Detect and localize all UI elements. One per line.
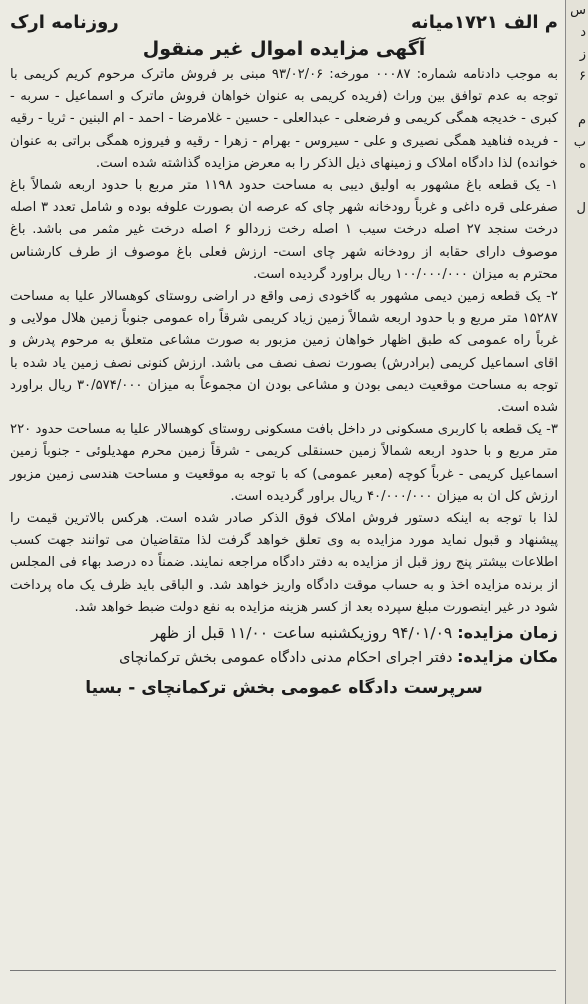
auction-place-value: دفتر اجرای احکام مدنی دادگاه عمومی بخش ترکمانچای [119, 650, 453, 667]
strip-char [566, 176, 588, 198]
notice-body [10, 64, 558, 619]
property-item: ۳- یک قطعه با کاربری مسکونی در داخل بافت مسکونی روستای کوهسالار علیا به مساحت حدود ۲۲۰ متر مربع و با حدود اربعه شمالاً زمین حسنقلی کریمی - شرقاً زمین محرم مهدیلوئی - جنوباً زمین اسماعیل کریمی - غرباً کوچه (معبر عمومی) که با توجه به موقعیت و مساحت هندسی زمین مزبور ارزش کل ان به میزان ۴۰/۰۰۰/۰۰۰ ریال براور گردیده است. [10, 422, 558, 504]
property-item: ۱- یک قطعه باغ مشهور به اولیق دیبی به مساحت حدود ۱۱۹۸ متر مربع با حدود اربعه شمالاً باغ صفرعلی قره داغی و غرباً رودخانه شهر چای که عرصه ان بصورت علوفه بوده و شامل تعدد ۳ اصله درخت سنجد ۲۷ اصله درخت سیب ۱ اصله رخت زردالو ۶ اصله درخت غیر مثمر می باشد. باغ موصوف دارای حقابه از رودخانه شهر چای است- ارزش فعلی باغ موصوف از طرف کارشناس محترم به میزان ۱۰۰/۰۰۰/۰۰۰ ریال براورد گردیده است. [10, 178, 559, 282]
strip-char: س [570, 3, 586, 18]
strip-char: ل [576, 201, 586, 216]
strip-char: ه [579, 157, 586, 172]
newspaper-name: روزنامه ارک [10, 11, 119, 33]
intro-paragraph: به موجب دادنامه شماره: ۰۰۰۸۷ مورخه: ۹۳/۰۲/۰۶ مبنی بر فروش ماترک مرحوم کریم کریمی با توجه به عدم توافق بین وراث (فریده کریمی به عنوان خواهان فروش ماترک و اسماعیل - سربه - کبری - خدیجه همگی کریمی و فرضعلی - عبدالعلی - حسین - غلامرضا - احمد - ام البنین - ثریا - رقیه - فریده فناهید همگی نصیری و علی - سیروس - بهرام - زهرا - رقیه و فیروزه همگی براتی به عنوان خوانده) لذا دادگاه املاک و زمینهای ذیل الذکر را به معرض مزایده گذاشته شده است. [10, 67, 558, 171]
closing-paragraph: لذا با توجه به اینکه دستور فروش املاک فوق الذکر صادر شده است. هرکس بالاترین قیمت را پیشنهاد و قبول نماید مورد مزایده به وی تعلق خواهد گرفت لذا متقاضیان می توانند جهت کسب اطلاعات بیشتر پنج روز قبل از مزایده به دفتر دادگاه مراجعه نمایند. ضمناً ده درصد بهاء فی المجلس از برنده مزایده اخذ و به حساب موقت دادگاه واریز خواهد شد. و الباقی باید ظرف یک ماه پرداخت شود در غیر اینصورت مبلغ سپرده بعد از کسر هزینه مزایده به نفع دولت ضبط خواهد شد. [10, 511, 558, 615]
issue-number: م الف ۱۷۲۱میانه [411, 11, 558, 33]
strip-char: م [577, 113, 586, 128]
strip-char: ب [573, 135, 586, 150]
signature: سرپرست دادگاه عمومی بخش ترکمانچای - بسیا [85, 678, 483, 699]
auction-notice [10, 8, 558, 974]
strip-char: ز [579, 47, 586, 62]
strip-char [566, 88, 588, 110]
auction-time [10, 621, 558, 645]
notice-header [10, 8, 558, 36]
adjacent-column-strip [565, 0, 588, 1004]
auction-place-label: مکان مزایده: [457, 647, 558, 667]
auction-time-label: زمان مزایده: [457, 623, 558, 643]
property-item: ۲- یک قطعه زمین دیمی مشهور به گاخودی زمی واقع در اراضی روستای کوهسالار علیا به مساحت ۱۵۲۸۷ متر مربع و با حدود اربعه شمالاً زمین زیاد کریمی شرقاً راه عمومی جنوباً زمین هلال مولایی و غرباً راه عمومی که طبق اظهار خواهان زمین مزبور به صورت مشاعی متعلق به مرحوم پدرش و اقای اسماعیل کریمی (برادرش) بصورت نصف نصف می باشد. ارزش کنونی نصف زمین یاد شده با توجه به مساحت موقعیت دیمی بودن و مشاعی بودن ان مجموعاً به میزان ۳۰/۵۷۴/۰۰۰ ریال براورد شده است. [10, 289, 558, 416]
strip-char: د [580, 25, 586, 40]
notice-title: آگهی مزایده اموال غیر منقول [142, 38, 426, 60]
auction-place [10, 645, 558, 670]
auction-time-value: ۹۴/۰۱/۰۹ روزیکشنبه ساعت ۱۱/۰۰ قبل از ظهر [151, 624, 453, 643]
strip-char: ۶ [579, 69, 586, 84]
bottom-divider [10, 970, 556, 971]
